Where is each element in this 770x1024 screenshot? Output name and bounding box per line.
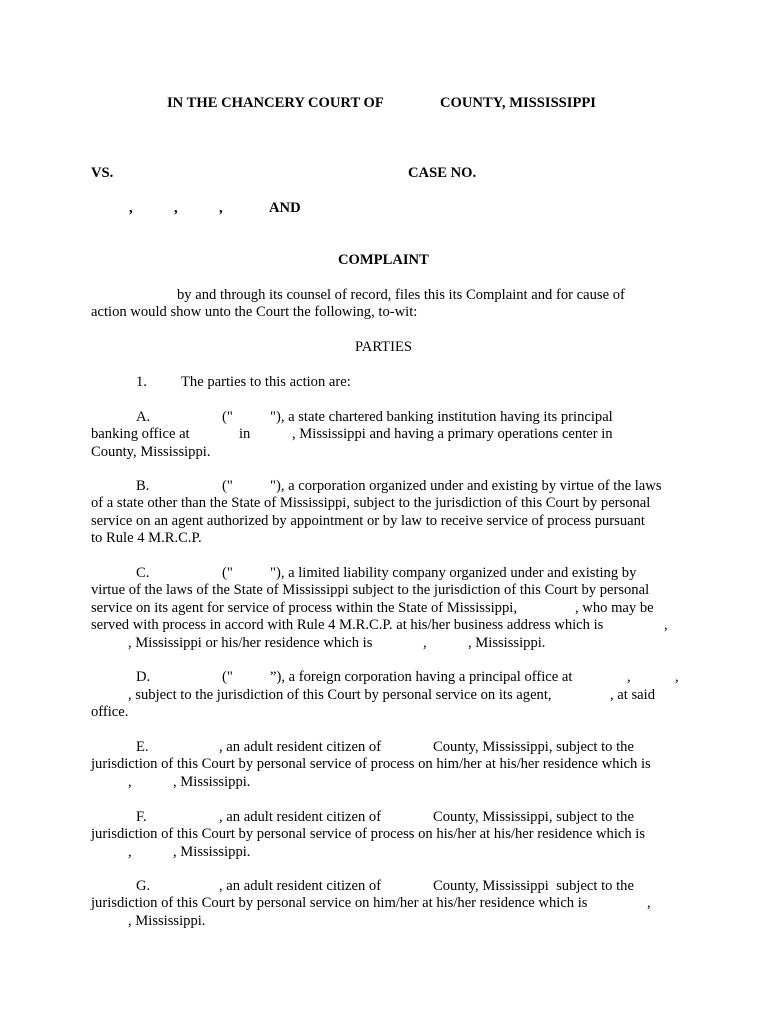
party-c-line-4a: served with process in accord with Rule 4 M.R.C.P. at his/her business address which is — [91, 617, 604, 633]
party-c-line-5c: , Mississippi. — [468, 635, 546, 651]
party-d-line-1: ”), a foreign corporation having a principal office at — [270, 669, 573, 685]
party-f-line-3b: , Mississippi. — [173, 844, 251, 860]
party-b-line-2: of a state other than the State of Mississippi, subject to the jurisdiction of this Court by personal — [91, 495, 651, 511]
party-d-line-1d: , — [675, 669, 679, 685]
caption-comma-1: , — [129, 200, 133, 216]
party-b-line-3: service on an agent authorized by appointment or by law to receive service of process pursuant — [91, 513, 645, 529]
party-a-line-2b: in — [239, 426, 251, 442]
party-b-label: B. — [136, 478, 150, 494]
party-c-line-3a: service on its agent for service of process within the State of Mississippi, — [91, 600, 517, 616]
party-a-line-3: County, Mississippi. — [91, 444, 211, 460]
case-number-label: CASE NO. — [408, 165, 477, 181]
party-f-line-1b: County, Mississippi, subject to the — [433, 809, 634, 825]
vs-label: VS. — [91, 165, 114, 181]
party-a-open-quote: (" — [222, 409, 233, 425]
party-a-line-2c: , Mississippi and having a primary operations center in — [292, 426, 613, 442]
caption-comma-3: , — [219, 200, 223, 216]
intro-line-1: by and through its counsel of record, files this its Complaint and for cause of — [177, 287, 625, 303]
party-c-line-2: virtue of the laws of the State of Mississippi subject to the jurisdiction of this Court by personal — [91, 582, 650, 598]
intro-line-2: action would show unto the Court the following, to-wit: — [91, 304, 418, 320]
party-g-line-3: , Mississippi. — [128, 913, 206, 929]
party-b-open-quote: (" — [222, 478, 233, 494]
party-e-line-3a: , — [128, 774, 132, 790]
caption-comma-2: , — [174, 200, 178, 216]
party-f-line-2: jurisdiction of this Court by personal service of process on his/her at his/her residence which is — [91, 826, 646, 842]
party-d-line-3: office. — [91, 704, 129, 720]
party-c-line-4b: , — [664, 617, 668, 633]
party-d-line-2a: , subject to the jurisdiction of this Court by personal service on its agent, — [128, 687, 552, 703]
party-e-line-3b: , Mississippi. — [173, 774, 251, 790]
party-f-label: F. — [136, 809, 147, 825]
party-a-line-2a: banking office at — [91, 426, 190, 442]
party-g-line-1b: County, Mississippi subject to the — [433, 878, 634, 894]
party-e-line-1b: County, Mississippi, subject to the — [433, 739, 634, 755]
paragraph-number: 1. — [136, 374, 147, 390]
party-g-line-2a: jurisdiction of this Court by personal service on him/her at his/her residence which is — [91, 895, 588, 911]
court-heading-suffix: COUNTY, MISSISSIPPI — [440, 95, 596, 111]
caption-and: AND — [269, 200, 301, 216]
party-c-line-5a: , Mississippi or his/her residence which is — [128, 635, 373, 651]
party-d-label: D. — [136, 669, 151, 685]
party-d-line-1c: , — [627, 669, 631, 685]
party-e-line-1a: , an adult resident citizen of — [219, 739, 382, 755]
party-f-line-3a: , — [128, 844, 132, 860]
party-c-line-5b: , — [423, 635, 427, 651]
party-d-open-quote: (" — [222, 669, 233, 685]
party-g-line-2b: , — [647, 895, 651, 911]
party-b-line-1: "), a corporation organized under and existing by virtue of the laws — [270, 478, 662, 494]
party-g-line-1a: , an adult resident citizen of — [219, 878, 382, 894]
party-a-line-1: "), a state chartered banking institution having its principal — [270, 409, 613, 425]
party-c-line-1: "), a limited liability company organized under and existing by — [270, 565, 637, 581]
party-e-label: E. — [136, 739, 149, 755]
party-e-line-2: jurisdiction of this Court by personal service of process on him/her at his/her residence which is — [91, 756, 651, 772]
court-heading-prefix: IN THE CHANCERY COURT OF — [167, 95, 384, 111]
party-c-line-3b: , who may be — [575, 600, 654, 616]
party-c-label: C. — [136, 565, 150, 581]
party-d-line-2b: , at said — [610, 687, 655, 703]
section-heading-parties: PARTIES — [355, 339, 412, 355]
paragraph-text: The parties to this action are: — [181, 374, 351, 390]
party-c-open-quote: (" — [222, 565, 233, 581]
document-title: COMPLAINT — [338, 252, 429, 268]
party-g-label: G. — [136, 878, 151, 894]
party-a-label: A. — [136, 409, 151, 425]
party-b-line-4: to Rule 4 M.R.C.P. — [91, 530, 202, 546]
party-f-line-1a: , an adult resident citizen of — [219, 809, 382, 825]
